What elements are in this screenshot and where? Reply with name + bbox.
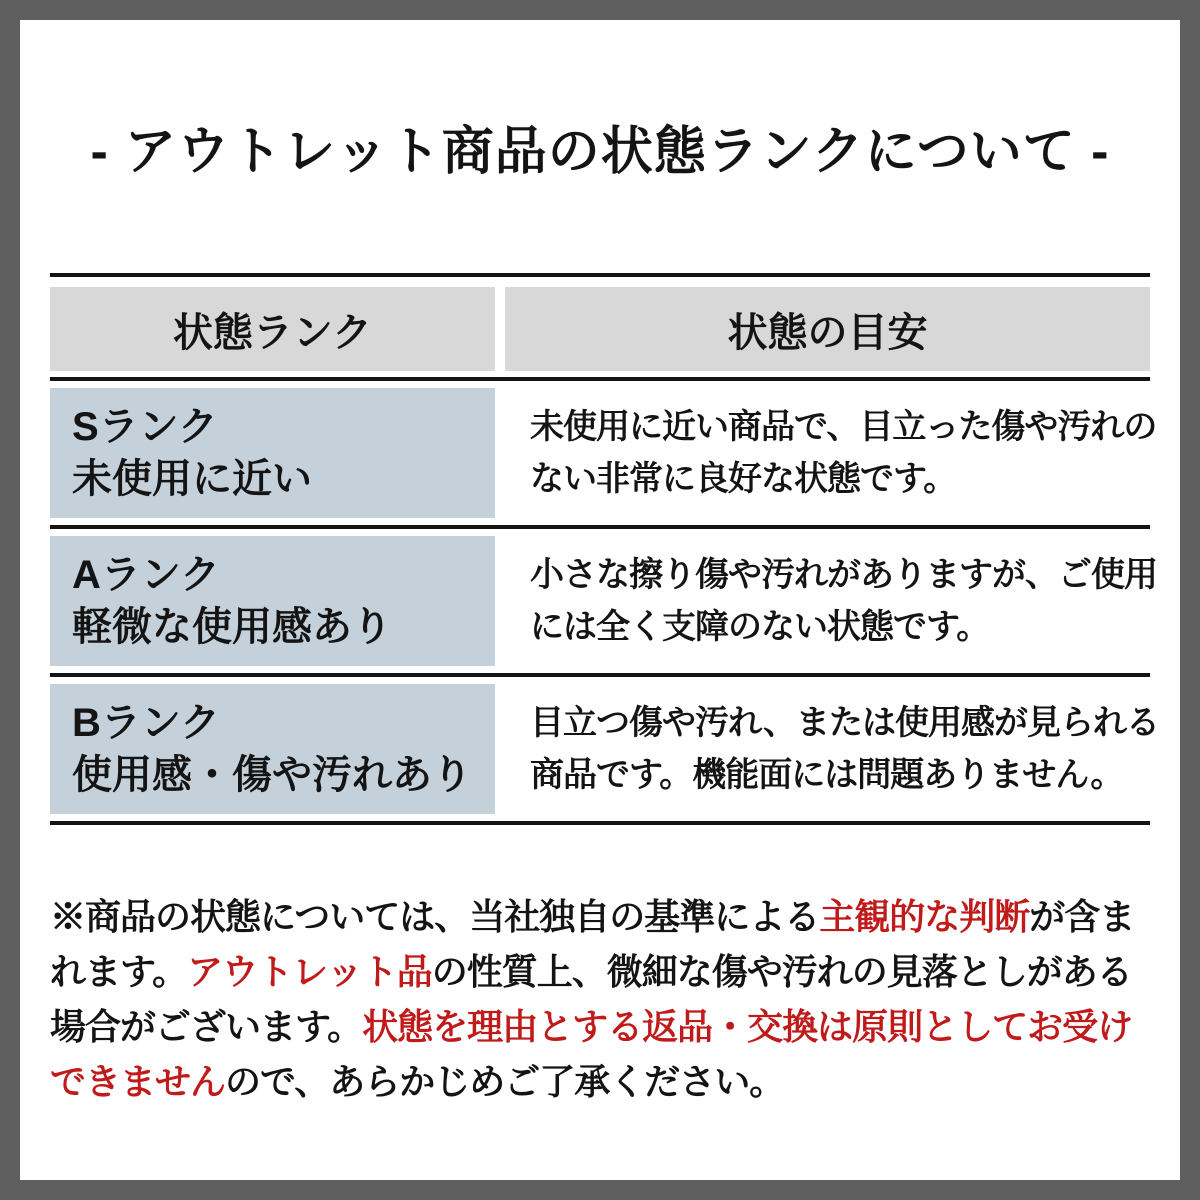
disclaimer-highlight: アウトレット品 <box>187 951 432 992</box>
divider <box>50 673 1150 677</box>
divider <box>50 377 1150 381</box>
desc-line: 小さな擦り傷や汚れがありますが、ご使用 <box>530 556 1157 594</box>
divider-bottom <box>50 821 1150 825</box>
divider <box>50 525 1150 529</box>
rank-condition: 未使用に近い <box>72 457 312 501</box>
rank-cell-s <box>50 388 495 518</box>
header-cell-guideline: 状態の目安 <box>505 287 1150 371</box>
table-row-a-rank <box>50 536 1157 666</box>
disclaimer-highlight: できません <box>50 1061 226 1102</box>
rank-condition: 使用感・傷や汚れあり <box>72 753 472 797</box>
disclaimer-highlight: 状態を理由とする返品・交換は原則としてお受け <box>362 1006 1133 1047</box>
rank-cell-b <box>50 684 495 814</box>
disclaimer-line <box>50 889 1150 944</box>
disclaimer-line <box>50 999 1150 1054</box>
header-cell-rank: 状態ランク <box>50 287 495 371</box>
table-row-b-rank <box>50 684 1160 814</box>
desc-cell-a <box>505 536 1157 666</box>
desc-line: ない非常に良好な状態です。 <box>530 460 957 498</box>
desc-cell-b <box>505 684 1159 814</box>
divider-top <box>50 273 1150 277</box>
table-row-s-rank <box>50 388 1157 518</box>
disclaimer-line <box>50 944 1150 999</box>
disclaimer-text: れます。 <box>50 951 188 992</box>
desc-line: 目立つ傷や汚れ、または使用感が見られる <box>530 704 1160 742</box>
desc-line: 商品です。機能面には問題ありません。 <box>530 756 1124 794</box>
desc-line: には全く支障のない状態です。 <box>530 608 990 646</box>
title-area <box>50 20 1150 273</box>
rank-label: Sランク <box>72 405 218 449</box>
disclaimer-line <box>50 1054 1150 1109</box>
disclaimer-highlight: 主観的な判断 <box>819 896 1030 937</box>
table-header-row <box>50 287 1150 371</box>
rank-condition: 軽微な使用感あり <box>72 605 392 649</box>
desc-cell-s <box>505 388 1156 518</box>
disclaimer-text: が含ま <box>1029 896 1135 937</box>
page-title: - アウトレット商品の状態ランクについて - <box>90 123 1110 181</box>
desc-line: 未使用に近い商品で、目立った傷や汚れの <box>530 408 1157 446</box>
disclaimer-text: ※商品の状態については、当社独自の基準による <box>50 896 820 937</box>
rank-cell-a <box>50 536 495 666</box>
rank-label: Aランク <box>72 553 221 597</box>
condition-rank-table <box>50 273 1160 825</box>
disclaimer-note <box>50 889 1150 1109</box>
disclaimer-text: 場合がございます。 <box>50 1006 363 1047</box>
disclaimer-text: の性質上、微細な傷や汚れの見落としがある <box>431 951 1132 992</box>
content-panel <box>20 20 1180 1180</box>
rank-label: Bランク <box>72 701 221 745</box>
disclaimer-text: ので、あらかじめご了承ください。 <box>225 1061 785 1102</box>
